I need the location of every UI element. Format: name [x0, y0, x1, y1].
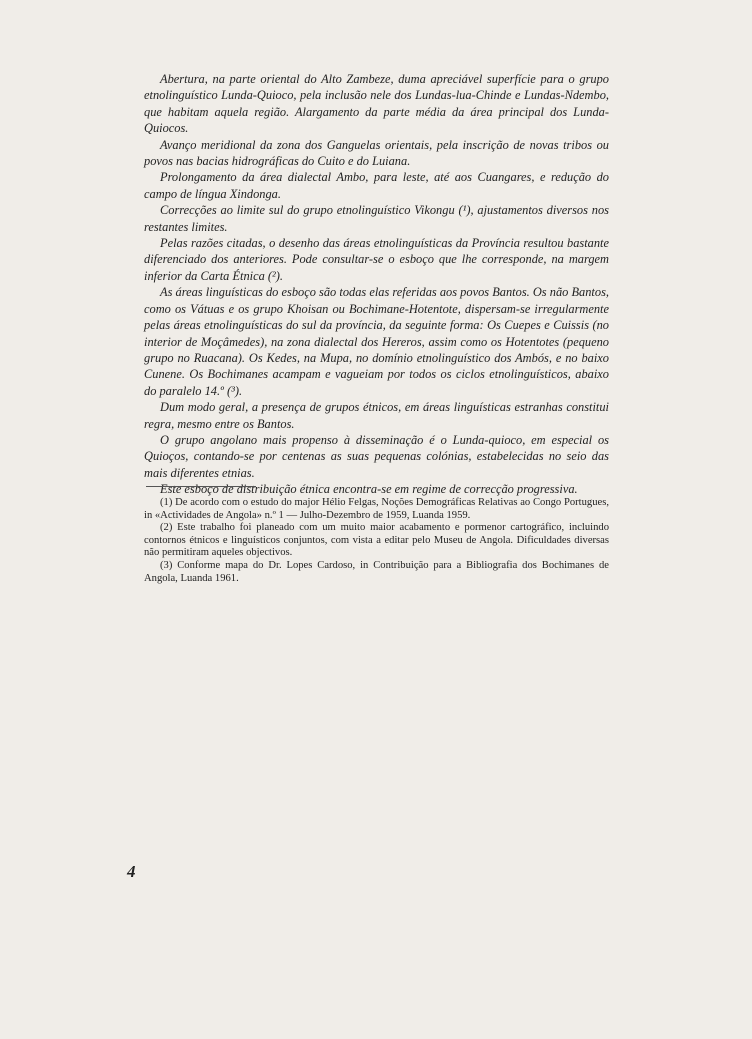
page-number: 4 — [127, 862, 136, 881]
paragraph-2: Avanço meridional da zona dos Ganguelas orientais, pela inscrição de novas tribos ou povos nas bacias hidrográficas do Cuito e do Luiana. — [144, 137, 609, 169]
main-text — [144, 71, 609, 498]
footnote-divider — [146, 486, 256, 487]
footnote-1: (1) De acordo com o estudo do major Hélio Felgas, Noções Demográficas Relativas ao Congo Portugues, in «Actividades de Angola» n.º 1 — Julho-Dezembro de 1959, Luanda 1959. — [144, 497, 609, 521]
paragraph-4: Correcções ao limite sul do grupo etnolinguístico Vikongu (¹), ajustamentos diversos nos restantes limites. — [144, 203, 609, 234]
paragraph-8: O grupo angolano mais propenso à disseminação é o Lunda-quioco, em especial os Quioços, contando-se por centenas as suas pequenas colónias, estabelecidas no seio das mais diferentes etnias. — [144, 432, 609, 480]
paragraph-6: As áreas linguísticas do esboço são todas elas referidas aos povos Bantos. Os não Bantos, como os Vátuas e os grupo Khoisan ou Bochimane-Hotentote, dispersam-se irregularmente pelas áreas etnolinguísticas do sul da província, da seguinte forma: Os Cuepes e Cuissis (no interior de Moçâmedes), na zona dialectal dos Hereros, assim como os Hotentotes (pequeno grupo no Ruacana). Os Kedes, na Mupa, no domínio etnolinguístico dos Ambós, e no baixo Cunene. Os Bochimanes acampam e vagueiam por todos os ciclos etnolinguísticos, abaixo do paralelo 14.º (³). — [144, 285, 609, 398]
paragraph-7: Dum modo geral, a presença de grupos étnicos, em áreas linguísticas estranhas constitui regra, mesmo entre os Bantos. — [144, 400, 609, 431]
footnote-2: (2) Este trabalho foi planeado com um muito maior acabamento e pormenor cartográfico, incluindo contornos étnicos e linguísticos conjuntos, com vista a editar pelo Museu de Angola. Dificuldades diversas não permitiram aqueles objectivos. — [144, 522, 609, 559]
paragraph-1: Abertura, na parte oriental do Alto Zambeze, duma apreciável superfície para o grupo etnolinguístico Lunda-Quioco, pela inclusão nele dos Lundas-lua-Chinde e Lundas-Ndembo, que habitam aquela região. Alargamento da parte média da área principal dos Lunda-Quiocos. — [144, 72, 609, 136]
footnotes — [144, 497, 609, 585]
paragraph-5: Pelas razões citadas, o desenho das áreas etnolinguísticas da Província resultou bastante diferenciado dos anteriores. Pode consultar-se o esboço que lhe corresponde, na margem inferior da Carta Étnica (²). — [144, 236, 609, 283]
footnote-3: (3) Conforme mapa do Dr. Lopes Cardoso, in Contribuição para a Bibliografia dos Bochimanes de Angola, Luanda 1961. — [144, 559, 609, 584]
paragraph-9: Este esboço de distribuição étnica encontra-se em regime de correcção progressiva. — [160, 482, 578, 497]
paragraph-3: Prolongamento da área dialectal Ambo, para leste, até aos Cuangares, e redução do campo de língua Xindonga. — [144, 170, 609, 201]
